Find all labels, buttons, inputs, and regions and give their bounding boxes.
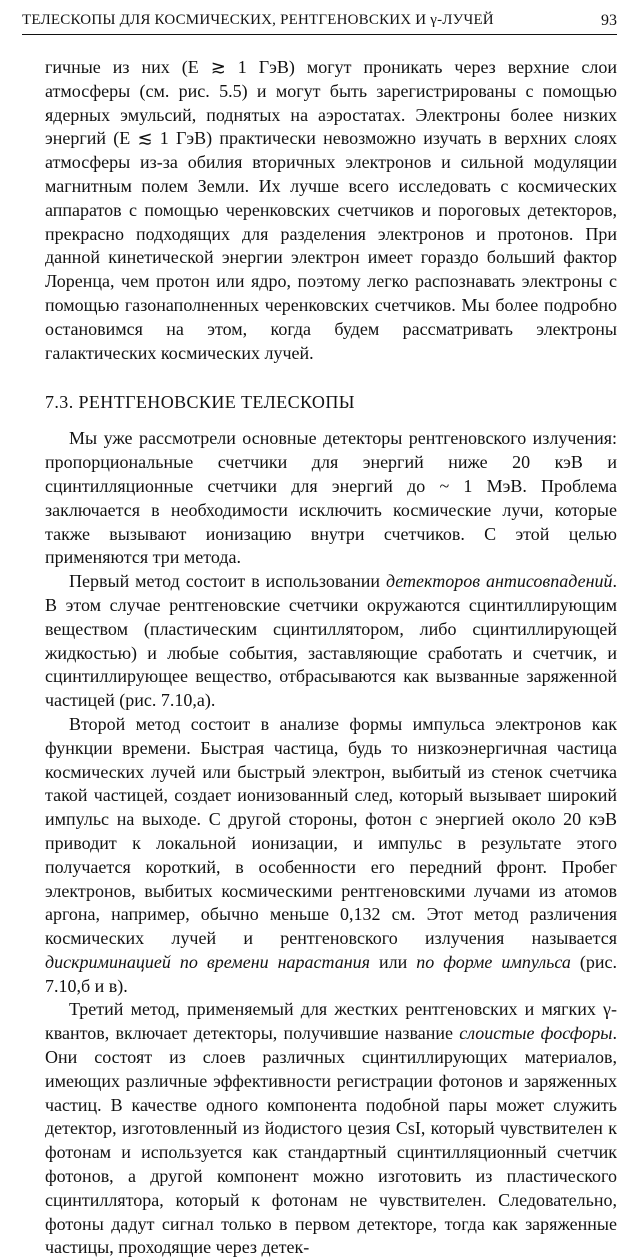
paragraph-text: Второй метод состоит в анализе формы импульса электронов как функции времени. Быстрая частица, будь то низкоэнергичная частица космических лучей или быстрый электрон, выбитый из стенок счетчика такой частицей, создает ионизованный след, который вызывает широкий импульс на выходе. С другой стороны, фотон с энергией около 20 кэВ приводит к локальной ионизации, и импульс в результате этого получается короткий, в особенности его передний фронт. Пробег электронов, выбитых космическими рентгеновскими лучами из атомов аргона, например, обычно меньше 0,132 см. Этот метод различения космических лучей и рентгеновского излучения называется (45, 713, 617, 949)
paragraph-text: (рис. 7.10,б и в). (45, 951, 617, 996)
paragraph-text: . Они состоят из слоев различных сцинтиллирующих материалов, имеющих различные эффективности регистрации фотонов и заряженных частиц. В качестве одного компонента подобной пары может служить детектор, изготовленный из йодистого цезия CsI, который чувствителен к фотонам и используется как стандартный сцинтилляционный счетчик фотонов, а другой компонент можно изготовить из пластического сцинтиллятора, который к фотонам не чувствителен. Следовательно, фотоны дадут сигнал только в первом детекторе, тогда как заряженные частицы, проходящие через детек- (45, 1023, 617, 1258)
paragraph-layered-phosphors (45, 998, 617, 1260)
italic-term: по форме импульса (416, 951, 571, 972)
paragraph-text: Первый метод состоит в использовании (69, 571, 386, 592)
paragraph-text: . В этом случае рентгеновские счетчики окружаются сцинтиллирующим веществом (пластическим сцинтиллятором, либо сцинтиллирующей жидкостью) и любые события, заставляющие сработать и счетчик, и сцинтиллирующее вещество, отбрасываются как вызванные заряженной частицей (рис. 7.10,а). (45, 571, 617, 711)
paragraph-text: Третий метод, применяемый для жестких рентгеновских и мягких γ-квантов, включает детекторы, получившие название (45, 999, 617, 1044)
italic-term: детекторов антисовпадений (385, 571, 613, 592)
running-header (22, 10, 617, 35)
paragraph-detectors-overview: Мы уже рассмотрели основные детекторы рентгеновского излучения: пропорциональные счетчики для энергий ниже 20 кэВ и сцинтилляционные счетчики для энергий до ~ 1 МэВ. Проблема заключается в необходимости исключить космические лучи, которые также вызывают ионизацию внутри счетчиков. С этой целью применяются три метода. (45, 428, 617, 568)
paragraph-text: или (370, 951, 417, 972)
page-body (45, 56, 617, 1260)
paragraph-pulse-shape-method (45, 713, 617, 999)
italic-term: дискриминацией по времени нарастания (45, 951, 371, 972)
paragraph-anticoincidence-method (45, 570, 617, 713)
section-heading: 7.3. РЕНТГЕНОВСКИЕ ТЕЛЕСКОПЫ (45, 392, 355, 413)
continued-paragraph: гичные из них (E ≳ 1 ГэВ) могут проникать через верхние слои атмосферы (см. рис. 5.5) и могут быть зарегистрированы с помощью ядерных эмульсий, поднятых на аэростатах. Электроны более низких энергий (E ≲ 1 ГэВ) практически невозможно изучать в верхних слоях атмосферы из-за обилия вторичных электронов и сильной модуляции магнитным полем Земли. Их лучше всего исследовать с космических аппаратов с помощью черенковских счетчиков и пороговых детекторов, прекрасно подходящих для разделения электронов и протонов. При данной кинетической энергии электрон имеет гораздо больший фактор Лоренца, чем протон или ядро, поэтому легко распознавать электроны с помощью газонаполненных черенковских счетчиков. Мы более подробно остановимся на этом, когда будем рассматривать электроны галактических космических лучей. (45, 57, 617, 363)
running-title: ТЕЛЕСКОПЫ ДЛЯ КОСМИЧЕСКИХ, РЕНТГЕНОВСКИХ И γ-ЛУЧЕЙ (22, 12, 494, 28)
italic-term: слоистые фосфоры (459, 1023, 613, 1044)
page-number: 93 (601, 12, 617, 29)
